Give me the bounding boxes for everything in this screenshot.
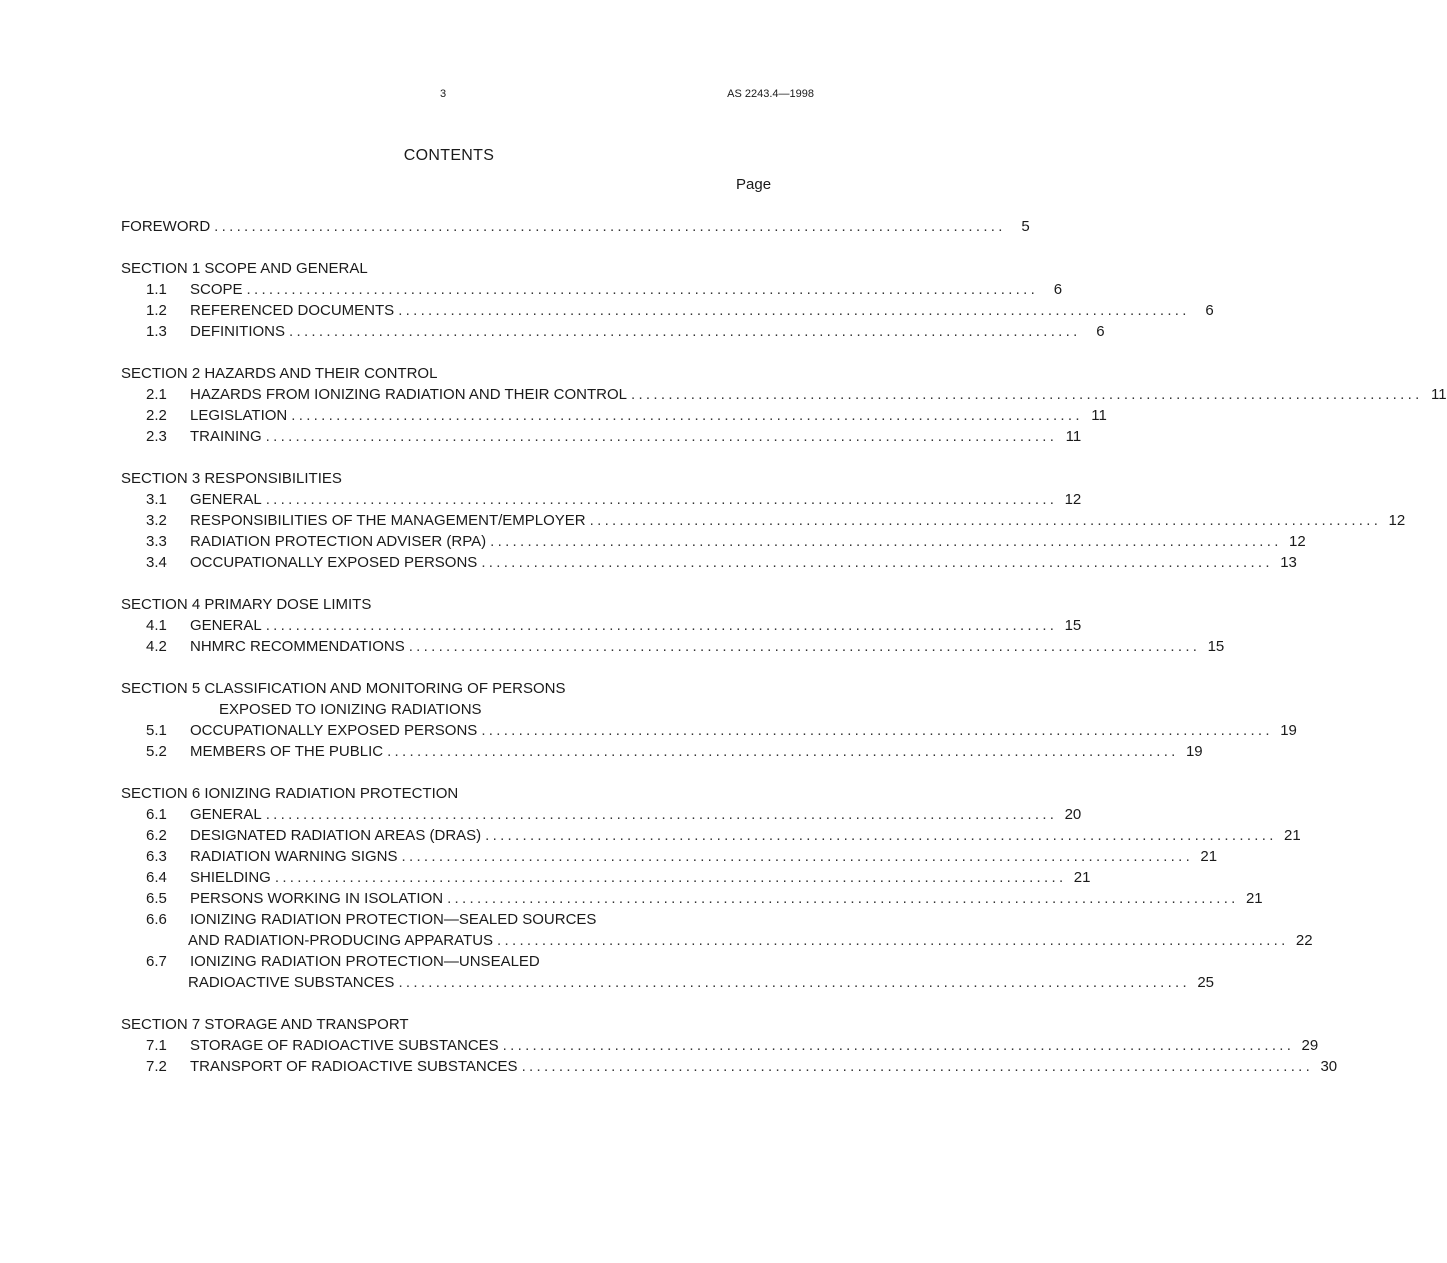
toc-entry-number: 7.2 — [146, 1058, 167, 1075]
toc-entry-page: 12 — [1064, 491, 1082, 508]
toc-entry-foreword[interactable] — [121, 216, 1030, 237]
toc-entry-page: 11 — [1065, 428, 1082, 445]
toc-entry-number: 6.4 — [146, 869, 167, 886]
toc-entry-number: 2.1 — [146, 386, 167, 403]
toc-entry-number: 7.1 — [146, 1037, 167, 1054]
section-heading-text: SECTION 5 CLASSIFICATION AND MONITORING OF PERSONS — [121, 680, 566, 697]
toc-entry-number: 6.3 — [146, 848, 167, 865]
toc-entry[interactable] — [121, 405, 1107, 426]
toc-entry-label: HAZARDS FROM IONIZING RADIATION AND THEIR CONTROL — [190, 386, 627, 403]
toc-entry-continuation[interactable] — [121, 972, 1214, 993]
toc-entry-page: 22 — [1295, 932, 1313, 949]
dot-leader: .......................................................................................................... — [485, 827, 1277, 844]
toc-entry[interactable] — [121, 426, 1082, 447]
dot-leader: .......................................................................................................... — [398, 974, 1190, 991]
dot-leader: .......................................................................................................... — [214, 218, 1006, 235]
toc-entry-label: STORAGE OF RADIOACTIVE SUBSTANCES — [190, 1037, 499, 1054]
toc-entry-label: GENERAL — [190, 491, 262, 508]
toc-entry-label: LEGISLATION — [190, 407, 288, 424]
toc-entry-label: GENERAL — [190, 806, 262, 823]
dot-leader: .......................................................................................................... — [481, 554, 1273, 571]
toc-entry-label: SHIELDING — [190, 869, 271, 886]
toc-entry[interactable] — [121, 1035, 1319, 1056]
toc-entry[interactable] — [121, 846, 1218, 867]
toc-entry-label: GENERAL — [190, 617, 262, 634]
page-column-label: Page — [736, 176, 772, 193]
section-heading-text: SECTION 4 PRIMARY DOSE LIMITS — [121, 596, 372, 613]
toc-entry-label: RESPONSIBILITIES OF THE MANAGEMENT/EMPLOYER — [190, 512, 586, 529]
toc-entry-number: 6.2 — [146, 827, 167, 844]
toc-entry-number: 3.4 — [146, 554, 167, 571]
toc-entry-page: 6 — [1096, 323, 1105, 340]
toc-entry-page: 6 — [1053, 281, 1063, 298]
dot-leader: .......................................................................................................... — [265, 617, 1058, 634]
toc-entry-label: RADIATION WARNING SIGNS — [190, 848, 398, 865]
dot-leader: .......................................................................................................... — [265, 491, 1058, 508]
section-heading-continuation: EXPOSED TO IONIZING RADIATIONS — [219, 701, 482, 718]
dot-leader: .......................................................................................................... — [289, 323, 1081, 340]
toc-entry[interactable] — [121, 531, 1306, 552]
toc-entry-page: 21 — [1284, 827, 1301, 844]
toc-entry-number: 3.2 — [146, 512, 167, 529]
toc-entry[interactable] — [121, 510, 1406, 531]
dot-leader: .......................................................................................................... — [265, 806, 1058, 823]
toc-entry[interactable] — [121, 1056, 1338, 1077]
toc-entry-number: 2.3 — [146, 428, 167, 445]
section-heading-text: SECTION 1 SCOPE AND GENERAL — [121, 260, 368, 277]
toc-entry-label: MEMBERS OF THE PUBLIC — [190, 743, 384, 760]
toc-entry[interactable] — [121, 489, 1082, 510]
toc-entry-label: TRANSPORT OF RADIOACTIVE SUBSTANCES — [190, 1058, 518, 1075]
toc-entry-label: PERSONS WORKING IN ISOLATION — [190, 890, 444, 907]
section-heading-text: SECTION 3 RESPONSIBILITIES — [121, 470, 342, 487]
toc-entry-number: 1.1 — [146, 281, 167, 298]
toc-entry[interactable] — [121, 804, 1082, 825]
toc-entry-number: 6.1 — [146, 806, 167, 823]
toc-entry-page: 21 — [1073, 869, 1091, 886]
section-heading-text: SECTION 7 STORAGE AND TRANSPORT — [121, 1016, 409, 1033]
toc-entry-number: 5.1 — [146, 722, 167, 739]
dot-leader: .......................................................................................................... — [521, 1058, 1314, 1075]
toc-entry-number: 6.5 — [146, 890, 167, 907]
toc-entry-page: 20 — [1064, 806, 1082, 823]
section-heading[interactable] — [121, 678, 797, 720]
toc-entry-page: 15 — [1064, 617, 1082, 634]
dot-leader: .......................................................................................................... — [630, 386, 1423, 403]
toc-entry-page: 6 — [1205, 302, 1214, 319]
section-heading[interactable] — [121, 363, 797, 384]
toc-entry-page: 12 — [1289, 533, 1306, 550]
toc-entry-number: 6.7 — [146, 953, 167, 970]
toc-entry[interactable] — [121, 321, 1105, 342]
toc-entry[interactable] — [121, 300, 1214, 321]
toc-entry-page: 30 — [1320, 1058, 1338, 1075]
toc-entry-page: 21 — [1245, 890, 1263, 907]
toc-entry-number: 1.3 — [146, 323, 167, 340]
toc-entry-label: RADIATION PROTECTION ADVISER (RPA) — [190, 533, 487, 550]
toc-entry-page: 29 — [1301, 1037, 1319, 1054]
toc-entry-number: 4.1 — [146, 617, 167, 634]
toc-entry-page: 21 — [1200, 848, 1218, 865]
dot-leader: .......................................................................................................... — [490, 533, 1282, 550]
toc-entry-label-continuation: RADIOACTIVE SUBSTANCES — [188, 974, 395, 991]
toc-entry-page: 19 — [1185, 743, 1203, 760]
toc-entry-page: 11 — [1091, 407, 1107, 424]
section-heading-text: SECTION 2 HAZARDS AND THEIR CONTROL — [121, 365, 438, 382]
dot-leader: .......................................................................................................... — [246, 281, 1039, 298]
dot-leader: .......................................................................................................... — [265, 428, 1058, 445]
toc-entry-number: 4.2 — [146, 638, 167, 655]
dot-leader: .......................................................................................................... — [401, 848, 1194, 865]
section-heading[interactable] — [121, 783, 797, 804]
dot-leader: .......................................................................................................... — [274, 869, 1067, 886]
toc-entry-number: 5.2 — [146, 743, 167, 760]
page-number: 3 — [440, 88, 447, 100]
toc-entry[interactable] — [121, 951, 797, 972]
toc-entry-page: 15 — [1207, 638, 1225, 655]
toc-entry-number: 6.6 — [146, 911, 167, 928]
dot-leader: .......................................................................................................... — [481, 722, 1273, 739]
section-heading[interactable] — [121, 1014, 797, 1035]
dot-leader: .......................................................................................................... — [502, 1037, 1295, 1054]
toc-entry-label: DEFINITIONS — [190, 323, 286, 340]
dot-leader: .......................................................................................................... — [408, 638, 1201, 655]
toc-entry-label: OCCUPATIONALLY EXPOSED PERSONS — [190, 554, 478, 571]
toc-entry-label: NHMRC RECOMMENDATIONS — [190, 638, 405, 655]
toc-entry-label: SCOPE — [190, 281, 243, 298]
table-of-contents — [121, 216, 1447, 1077]
toc-entry[interactable] — [121, 741, 1203, 762]
toc-entry-continuation[interactable] — [121, 930, 1313, 951]
toc-entry-page: 11 — [1430, 386, 1447, 403]
toc-entry[interactable] — [121, 615, 1082, 636]
toc-entry[interactable] — [121, 720, 1297, 741]
toc-entry-label: FOREWORD — [121, 218, 211, 235]
toc-sections — [121, 258, 1447, 1077]
toc-entry[interactable] — [121, 888, 1263, 909]
toc-entry[interactable] — [121, 384, 1447, 405]
toc-entry[interactable] — [121, 825, 1301, 846]
dot-leader: .......................................................................................................... — [497, 932, 1289, 949]
dot-leader: .......................................................................................................... — [291, 407, 1083, 424]
dot-leader: .......................................................................................................... — [589, 512, 1382, 529]
section-heading[interactable] — [121, 258, 797, 279]
toc-entry-page: 19 — [1280, 722, 1297, 739]
section-heading[interactable] — [121, 594, 797, 615]
section-heading-text: SECTION 6 IONIZING RADIATION PROTECTION — [121, 785, 459, 802]
toc-entry-page: 12 — [1388, 512, 1406, 529]
toc-entry[interactable] — [121, 909, 797, 930]
toc-entry-page: 13 — [1280, 554, 1297, 571]
toc-entry-label: IONIZING RADIATION PROTECTION—SEALED SOURCES — [190, 911, 597, 928]
dot-leader: .......................................................................................................... — [447, 890, 1239, 907]
dot-leader: .......................................................................................................... — [398, 302, 1190, 319]
section-heading[interactable] — [121, 468, 797, 489]
toc-entry[interactable] — [121, 279, 1063, 300]
standard-identifier: AS 2243.4—1998 — [727, 88, 814, 100]
dot-leader: .......................................................................................................... — [387, 743, 1179, 760]
page-title: CONTENTS — [403, 147, 495, 164]
toc-entry-label-continuation: AND RADIATION-PRODUCING APPARATUS — [188, 932, 494, 949]
toc-entry-page: 5 — [1021, 218, 1030, 235]
toc-entry-label: IONIZING RADIATION PROTECTION—UNSEALED — [190, 953, 540, 970]
toc-entry-number: 2.2 — [146, 407, 167, 424]
toc-entry-page: 25 — [1197, 974, 1214, 991]
toc-entry-number: 1.2 — [146, 302, 167, 319]
toc-entry-number: 3.3 — [146, 533, 167, 550]
toc-entry[interactable] — [121, 552, 1297, 573]
toc-entry-number: 3.1 — [146, 491, 167, 508]
toc-entry-label: OCCUPATIONALLY EXPOSED PERSONS — [190, 722, 478, 739]
toc-entry[interactable] — [121, 867, 1091, 888]
toc-entry-label: REFERENCED DOCUMENTS — [190, 302, 395, 319]
toc-entry-label: TRAINING — [190, 428, 262, 445]
toc-entry[interactable] — [121, 636, 1225, 657]
toc-entry-label: DESIGNATED RADIATION AREAS (DRAS) — [190, 827, 482, 844]
